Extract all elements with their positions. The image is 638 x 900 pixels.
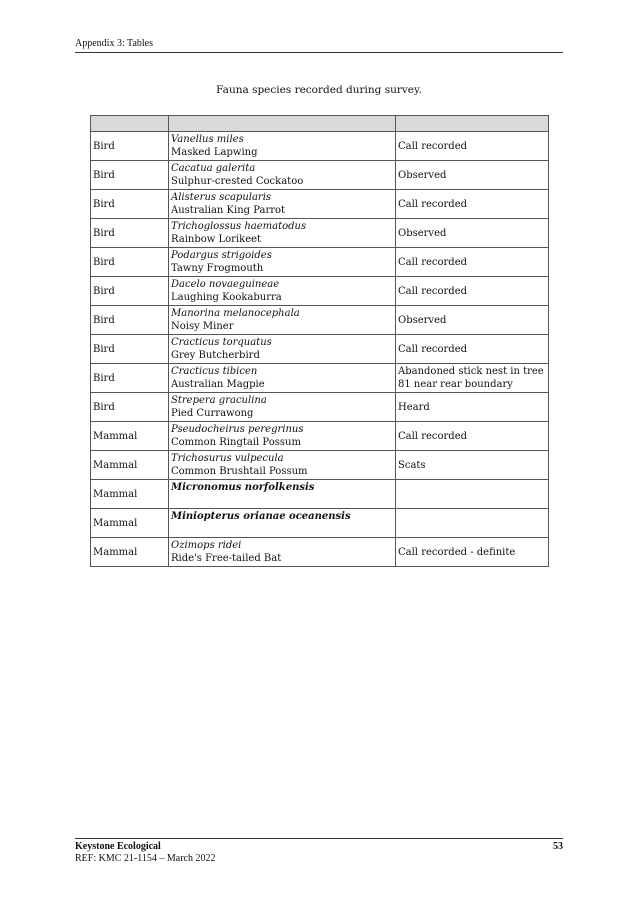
- scientific-name: Alisterus scapularis: [171, 192, 272, 203]
- species-cell: [169, 393, 396, 422]
- species-cell: [169, 219, 396, 248]
- scientific-name: Manorina melanocephala: [171, 308, 300, 319]
- table-header-row: [91, 116, 549, 132]
- scientific-name: Dacelo novaeguineae: [171, 279, 280, 290]
- footer-reference: REF: KMC 21-1154 – March 2022: [75, 853, 216, 864]
- group-cell: Mammal: [91, 538, 169, 567]
- common-name: Australian King Parrot: [171, 205, 286, 216]
- observation-cell: Heard: [396, 393, 549, 422]
- group-cell: Bird: [91, 364, 169, 393]
- page-number: 53: [553, 841, 563, 852]
- observation-cell: Observed: [396, 306, 549, 335]
- group-cell: Bird: [91, 190, 169, 219]
- table-row: [91, 248, 549, 277]
- table-row: [91, 538, 549, 567]
- observation-cell: Observed: [396, 161, 549, 190]
- group-cell: Bird: [91, 132, 169, 161]
- group-cell: Mammal: [91, 509, 169, 538]
- scientific-name: Vanellus miles: [171, 134, 244, 145]
- group-cell: Mammal: [91, 451, 169, 480]
- group-cell: Bird: [91, 248, 169, 277]
- observation-cell: Call recorded: [396, 335, 549, 364]
- common-name: Ride's Free-tailed Bat: [171, 553, 282, 564]
- observation-cell: Call recorded: [396, 248, 549, 277]
- observation-cell: Observed: [396, 219, 549, 248]
- observation-cell: Abandoned stick nest in tree 81 near rear boundary: [396, 364, 549, 393]
- table-row: [91, 161, 549, 190]
- observation-cell: Scats: [396, 451, 549, 480]
- table-row: [91, 335, 549, 364]
- species-cell: [169, 509, 396, 538]
- fauna-table: [90, 115, 549, 567]
- species-cell: [169, 132, 396, 161]
- common-name: Rainbow Lorikeet: [171, 234, 262, 245]
- species-cell: [169, 277, 396, 306]
- table-row: [91, 451, 549, 480]
- scientific-name: Podargus strigoides: [171, 250, 272, 261]
- group-cell: Bird: [91, 277, 169, 306]
- observation-cell: Call recorded: [396, 190, 549, 219]
- species-cell: [169, 422, 396, 451]
- table-caption: Fauna species recorded during survey.: [216, 84, 422, 96]
- table-body: [91, 132, 549, 567]
- group-cell: Bird: [91, 393, 169, 422]
- table-row: [91, 132, 549, 161]
- table-row: [91, 393, 549, 422]
- page-header: [75, 38, 563, 53]
- header-cell-species: [169, 116, 396, 132]
- table-row: [91, 422, 549, 451]
- scientific-name: Strepera graculina: [171, 395, 267, 406]
- observation-cell: Call recorded: [396, 132, 549, 161]
- common-name: Common Brushtail Possum: [171, 466, 308, 477]
- header-section-title: Appendix 3: Tables: [75, 38, 153, 49]
- common-name: Masked Lapwing: [171, 147, 258, 158]
- common-name: Pied Currawong: [171, 408, 254, 419]
- table-row: [91, 277, 549, 306]
- scientific-name: Cacatua galerita: [171, 163, 256, 174]
- table-row: [91, 190, 549, 219]
- table-row: [91, 306, 549, 335]
- table-row: [91, 219, 549, 248]
- group-cell: Mammal: [91, 480, 169, 509]
- scientific-name: Micronomus norfolkensis: [171, 482, 315, 493]
- footer-organisation: Keystone Ecological: [75, 841, 161, 852]
- observation-cell: Call recorded: [396, 422, 549, 451]
- observation-cell: [396, 509, 549, 538]
- species-cell: [169, 480, 396, 509]
- scientific-name: Miniopterus orianae oceanensis: [171, 511, 351, 522]
- table-row: [91, 509, 549, 538]
- species-cell: [169, 538, 396, 567]
- species-cell: [169, 364, 396, 393]
- common-name: Sulphur-crested Cockatoo: [171, 176, 304, 187]
- species-cell: [169, 190, 396, 219]
- table-row: [91, 364, 549, 393]
- common-name: Common Ringtail Possum: [171, 437, 301, 448]
- observation-cell: Call recorded: [396, 277, 549, 306]
- common-name: Laughing Kookaburra: [171, 292, 282, 303]
- group-cell: Bird: [91, 219, 169, 248]
- species-cell: [169, 306, 396, 335]
- group-cell: Bird: [91, 306, 169, 335]
- page-footer: [75, 838, 563, 864]
- common-name: Noisy Miner: [171, 321, 234, 332]
- scientific-name: Ozimops ridei: [171, 540, 242, 551]
- common-name: Tawny Frogmouth: [171, 263, 264, 274]
- observation-cell: [396, 480, 549, 509]
- header-cell-group: [91, 116, 169, 132]
- scientific-name: Cracticus torquatus: [171, 337, 272, 348]
- common-name: Australian Magpie: [171, 379, 265, 390]
- group-cell: Bird: [91, 161, 169, 190]
- species-cell: [169, 451, 396, 480]
- species-cell: [169, 161, 396, 190]
- scientific-name: Cracticus tibicen: [171, 366, 258, 377]
- group-cell: Bird: [91, 335, 169, 364]
- header-cell-notes: [396, 116, 549, 132]
- scientific-name: Trichosurus vulpecula: [171, 453, 284, 464]
- scientific-name: Pseudocheirus peregrinus: [171, 424, 304, 435]
- observation-cell: Call recorded - definite: [396, 538, 549, 567]
- species-cell: [169, 335, 396, 364]
- scientific-name: Trichoglossus haematodus: [171, 221, 307, 232]
- common-name: Grey Butcherbird: [171, 350, 260, 361]
- species-cell: [169, 248, 396, 277]
- group-cell: Mammal: [91, 422, 169, 451]
- table-row: [91, 480, 549, 509]
